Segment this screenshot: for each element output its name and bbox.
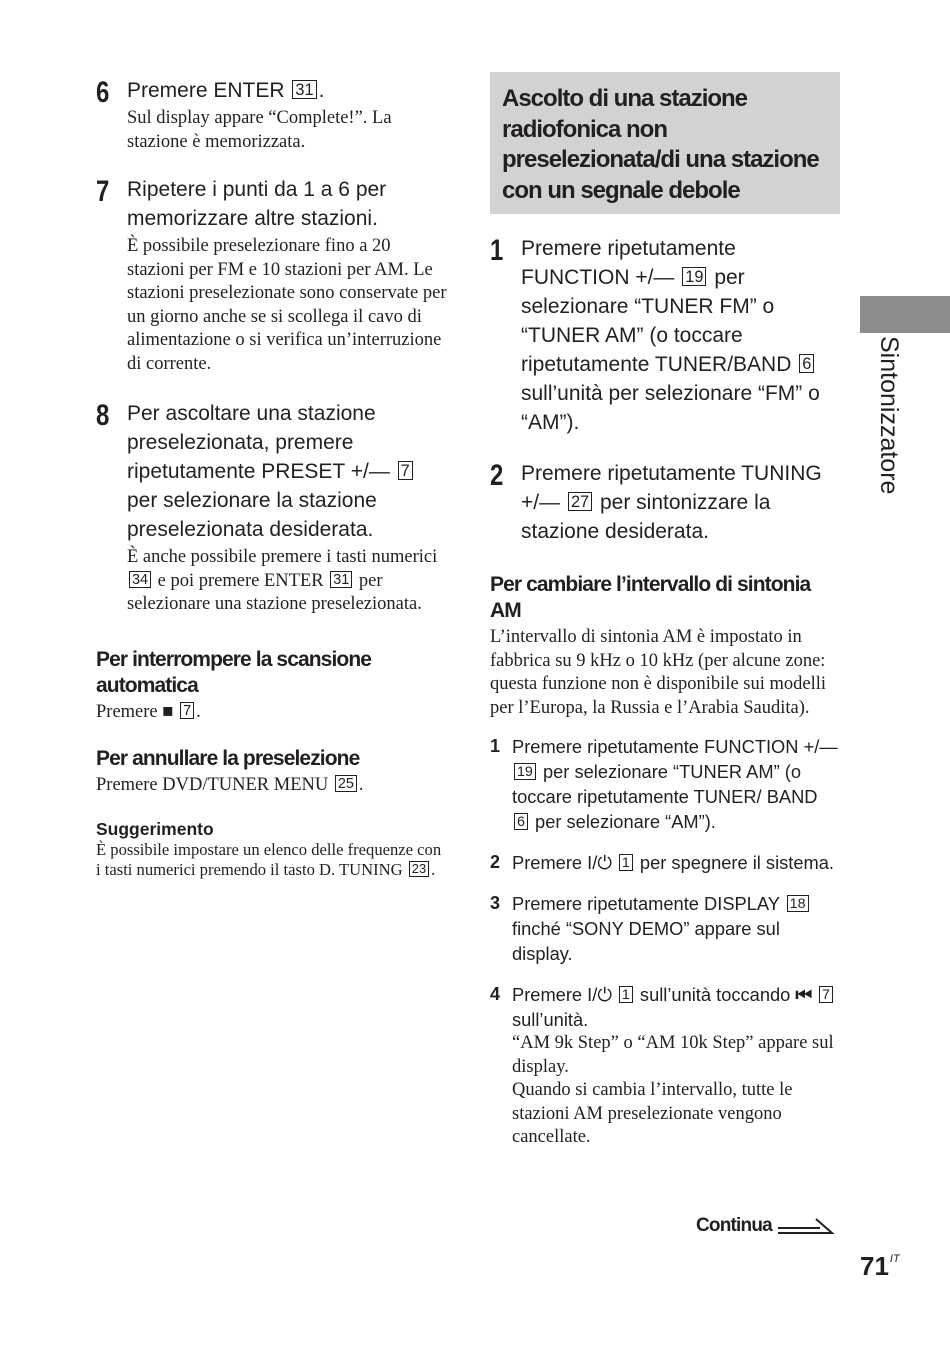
tip-text: È possibile impostare un elenco delle frequenze con i tasti numerici premendo il tasto D. TUNING 23 . — [96, 839, 442, 879]
step-number: 7 — [96, 175, 110, 208]
substep-title: Premere I/⏻ 1 per spegnere il sistema. — [512, 852, 834, 873]
section-stop-scan — [96, 647, 448, 725]
step-8 — [96, 399, 448, 617]
step-number: 1 — [490, 234, 504, 267]
button-ref-badge: 7 — [398, 461, 413, 480]
button-ref-badge: 18 — [787, 895, 809, 912]
continue-arrow-icon — [776, 1214, 836, 1238]
button-ref-badge: 19 — [514, 763, 536, 780]
button-ref-badge: 6 — [799, 354, 814, 373]
button-ref-badge: 19 — [682, 267, 706, 286]
tip-block — [96, 818, 448, 881]
button-ref-badge: 27 — [568, 492, 592, 511]
button-ref-badge: 1 — [619, 854, 633, 871]
page-language: IT — [889, 1253, 900, 1265]
step-number: 6 — [96, 76, 110, 109]
button-ref-badge: 31 — [330, 571, 352, 588]
section-heading: Per annullare la preselezione — [96, 747, 360, 770]
substep-number: 3 — [490, 893, 501, 913]
step-number: 8 — [96, 399, 110, 432]
step-title: Per ascoltare una stazione preselezionata, premere ripetutamente PRESET +/— 7 per selezionare la stazione preselezionata desiderata. — [127, 399, 448, 544]
step-number: 2 — [490, 459, 504, 492]
substep-4 — [490, 982, 840, 1150]
step-description: È possibile preselezionare fino a 20 stazioni per FM e 10 stazioni per AM. Le stazioni preselezionate sono conservate per un giorno anche se si scollega il cavo di alimentazione o si verifica un’interruzione di corrente. — [127, 236, 447, 374]
button-ref-badge: 23 — [409, 861, 429, 877]
substep-title: Premere ripetutamente DISPLAY 18 finché “SONY DEMO” appare sul display. — [512, 891, 840, 966]
button-ref-badge: 34 — [129, 571, 151, 588]
substep-title: Premere I/⏻ 1 sull’unità toccando ⏮ 7 sull’unità. — [512, 982, 840, 1032]
continue-label: Continua — [696, 1215, 772, 1236]
step-6 — [96, 76, 448, 154]
step-title: Premere ripetutamente TUNING +/— 27 per sintonizzare la stazione desiderata. — [521, 462, 822, 543]
step-title: Ripetere i punti da 1 a 6 per memorizzare altre stazioni. — [127, 178, 387, 230]
substep-number: 4 — [490, 984, 501, 1004]
button-ref-badge: 1 — [619, 986, 633, 1003]
section-heading: Per cambiare l’intervallo di sintonia AM — [490, 573, 811, 622]
substep-3 — [490, 891, 840, 966]
section-text: Premere ■ 7 . — [96, 701, 201, 722]
step-description: Sul display appare “Complete!”. La stazione è memorizzata. — [127, 108, 392, 152]
substep-number: 2 — [490, 852, 501, 872]
button-ref-badge: 31 — [292, 80, 316, 99]
section-heading: Per interrompere la scansione automatica — [96, 647, 372, 697]
substep-note: Quando si cambia l’intervallo, tutte le stazioni AM preselezionate vengono cancellate. — [512, 1080, 793, 1147]
substep-number: 1 — [490, 736, 501, 756]
substep-2 — [490, 850, 840, 875]
section-cancel-preset — [96, 746, 448, 798]
substep-1 — [490, 734, 840, 834]
page-number: $71^{IT}$ — [860, 1251, 900, 1281]
section-am-interval — [490, 572, 840, 720]
step-7 — [96, 175, 448, 376]
step-description: È anche possibile premere i tasti numerici 34 e poi premere ENTER 31 per selezionare una stazione preselezionata. — [127, 547, 438, 614]
button-ref-badge: 7 — [819, 986, 833, 1003]
left-column — [96, 72, 448, 881]
previous-track-icon: ⏮ — [795, 984, 812, 1005]
power-icon: Premere I/⏻ — [512, 984, 612, 1005]
right-column — [490, 72, 840, 1150]
banner-title: Ascolto di una stazione radiofonica non preselezionata/di una stazione con un segnale debole — [502, 85, 819, 204]
power-icon: Premere I/⏻ — [512, 852, 612, 873]
section-text: Premere DVD/TUNER MENU 25 . — [96, 775, 364, 795]
section-text: L’intervallo di sintonia AM è impostato in fabbrica su 9 kHz o 10 kHz (per alcune zone: questa funzione non è disponibile sui modelli per l’Europa, la Russia e l’Arabia Saudita). — [490, 627, 827, 718]
substep-note: “AM 9k Step” o “AM 10k Step” appare sul display. — [512, 1033, 834, 1077]
step-2 — [490, 459, 840, 546]
continue-indicator — [696, 1212, 841, 1242]
button-ref-badge: 7 — [180, 702, 194, 719]
substep-title: Premere ripetutamente FUNCTION +/— 19 per selezionare “TUNER AM” (o toccare ripetutamente TUNER/ BAND 6 per selezionare “AM”). — [512, 736, 838, 832]
chapter-tab-marker — [860, 296, 950, 333]
step-1 — [490, 234, 840, 437]
step-title: Premere ENTER 31 . — [127, 79, 325, 102]
section-banner — [490, 72, 840, 214]
button-ref-badge: 25 — [335, 775, 357, 792]
chapter-tab-label: Sintonizzatore — [875, 336, 903, 495]
tip-heading: Suggerimento — [96, 818, 214, 839]
button-ref-badge: 6 — [514, 813, 528, 830]
step-title: Premere ripetutamente FUNCTION +/— 19 per selezionare “TUNER FM” o “TUNER AM” (o toccare ripetutamente TUNER/BAND 6 sull’unità per selezionare “FM” o “AM”). — [521, 237, 820, 434]
